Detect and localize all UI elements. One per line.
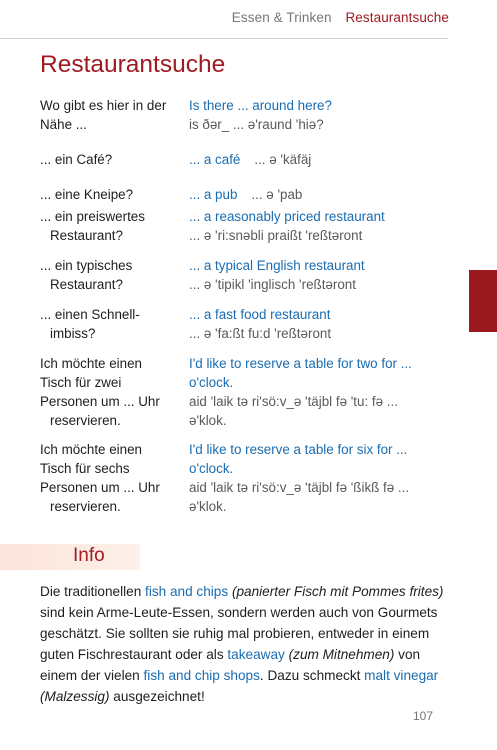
english-phrase — [189, 96, 441, 134]
english-line — [189, 185, 441, 204]
german-line: imbiss? — [50, 326, 96, 341]
english-term: fish and chips — [145, 584, 229, 599]
german-line: Tisch für zwei — [40, 375, 122, 390]
german-line: Nähe ... — [40, 117, 87, 132]
info-text — [40, 581, 460, 707]
german-line: Personen um ... Uhr — [40, 480, 160, 495]
english-line — [189, 150, 441, 169]
german-line: ... ein preiswertes — [40, 209, 145, 224]
pronunciation: ... ə 'fa:ßt fu:d 'reßtəront — [189, 326, 332, 341]
english-line: o'clock. — [189, 461, 234, 476]
info-banner — [0, 544, 140, 570]
german-line: Restaurant? — [50, 277, 123, 292]
german-line: ... eine Kneipe? — [40, 187, 134, 202]
english-term: fish and chip shops — [143, 668, 260, 683]
english-phrase — [189, 150, 441, 169]
german-line: Personen um ... Uhr — [40, 394, 160, 409]
running-header — [232, 10, 449, 25]
header-rule — [0, 38, 448, 39]
page-title: Restaurantsuche — [40, 51, 226, 78]
translation-note: (panierter Fisch mit Pommes frites) — [231, 584, 444, 599]
german-line: Wo gibt es hier in der — [40, 98, 167, 113]
german-phrase — [40, 354, 180, 430]
german-line: Tisch für sechs — [40, 461, 130, 476]
english-line: ... a reasonably priced restaurant — [189, 209, 385, 224]
german-line: ... ein Café? — [40, 152, 113, 167]
english-line: I'd like to reserve a table for six for ... — [189, 442, 408, 457]
pronunciation: ... ə 'pab — [251, 187, 303, 202]
pronunciation: aid 'laik tə ri'sö:v_ə 'täjbl fə 'tu: fə ... — [189, 394, 398, 409]
info-text-segment: von einem der vielen — [40, 647, 421, 683]
chapter-tab — [469, 270, 497, 332]
german-line: Restaurant? — [50, 228, 123, 243]
info-title: Info — [73, 545, 105, 566]
english-text: ... a café — [189, 152, 241, 167]
german-phrase — [40, 150, 180, 169]
german-phrase — [40, 256, 180, 294]
pronunciation: ə'klok. — [189, 499, 227, 514]
english-phrase — [189, 354, 441, 430]
english-line: ... a typical English restaurant — [189, 258, 365, 273]
info-text-segment: . Dazu schmeckt — [259, 668, 365, 683]
header-section: Essen & Trinken — [231, 10, 332, 25]
german-line: Ich möchte einen — [40, 442, 142, 457]
german-phrase — [40, 96, 180, 134]
pronunciation: ... ə 'tipikl 'inglisch 'reßtəront — [189, 277, 356, 292]
german-line: ... einen Schnell- — [40, 307, 140, 322]
german-line: Ich möchte einen — [40, 356, 142, 371]
pronunciation: ... ə 'ri:snəbli praißt 'reßtəront — [189, 228, 363, 243]
pronunciation: is ðər_ ... ə'raund 'hiə? — [189, 117, 324, 132]
pronunciation: aid 'laik tə ri'sö:v_ə 'täjbl fə 'ßikß fə ... — [189, 480, 410, 495]
german-phrase — [40, 185, 180, 204]
english-line: ... a fast food restaurant — [189, 307, 331, 322]
info-text-segment: Die traditionellen — [40, 584, 146, 599]
translation-note: (Malzessig) — [40, 689, 110, 704]
english-line: Is there ... around here? — [189, 98, 332, 113]
english-phrase — [189, 440, 441, 516]
english-text: ... a pub — [189, 187, 238, 202]
pronunciation: ə'klok. — [189, 413, 227, 428]
german-line: ... ein typisches — [40, 258, 133, 273]
info-text-segment: ausgezeichnet! — [109, 689, 205, 704]
english-term: takeaway — [227, 647, 285, 662]
english-line: I'd like to reserve a table for two for ... — [189, 356, 412, 371]
info-text-segment: sind kein Arme-Leute-Essen, sondern werden auch von Gourmets geschätzt. Sie sollten sie ruhig mal probieren, entweder in einem guten Fischrestaurant oder als — [40, 605, 438, 662]
english-phrase — [189, 207, 441, 245]
english-phrase — [189, 185, 441, 204]
translation-note: (zum Mitnehmen) — [288, 647, 395, 662]
header-current: Restaurantsuche — [345, 10, 449, 25]
pronunciation: ... ə 'käfäj — [254, 152, 312, 167]
english-term: malt vinegar — [364, 668, 439, 683]
german-phrase — [40, 207, 180, 245]
german-line: reservieren. — [50, 413, 121, 428]
english-phrase — [189, 256, 441, 294]
german-phrase — [40, 440, 180, 516]
german-line: reservieren. — [50, 499, 121, 514]
english-line: o'clock. — [189, 375, 234, 390]
german-phrase — [40, 305, 180, 343]
page-number: 107 — [412, 709, 433, 723]
english-phrase — [189, 305, 441, 343]
